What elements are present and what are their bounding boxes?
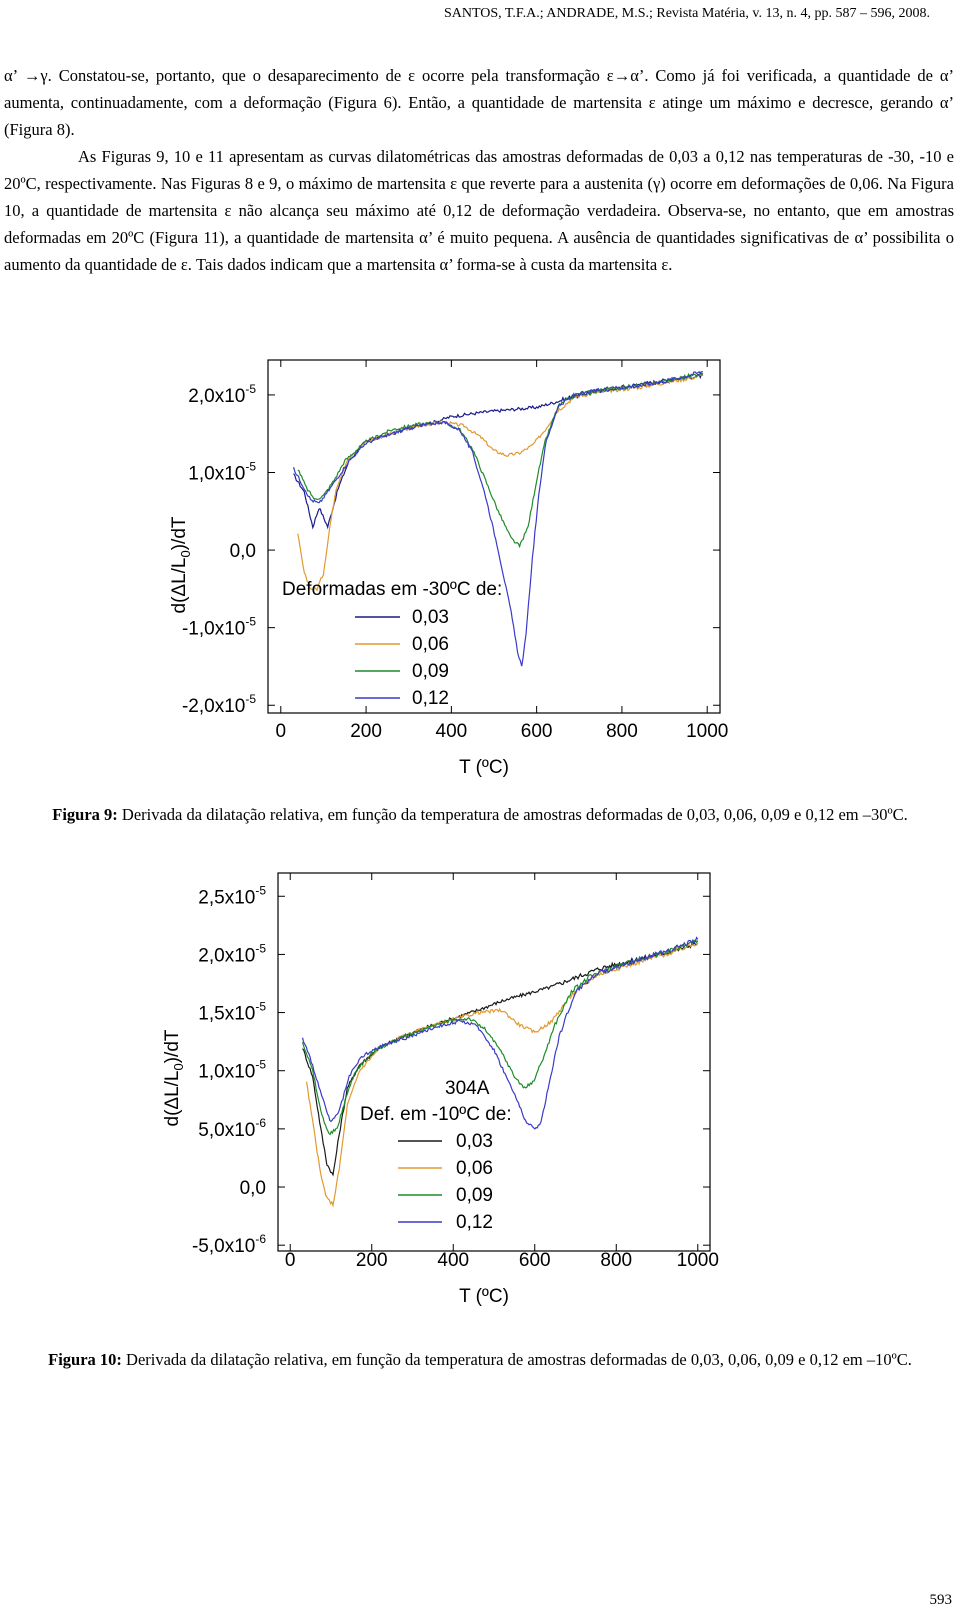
x-tick-label: 600 [518,1250,551,1271]
paragraph-1: α’ →γ. Constatou-se, portanto, que o desaparecimento de ε ocorre pela transformação ε→α’. Como já foi verificada, a quantidade de α’ aumenta, continuadamente, com a deformação (Figura 6). Então, a quantidade de martensita ε atinge um máximo e decresce, gerando α’ (Figura 8). [4,66,954,139]
y-tick-label: $-2,0x10^{-5}$ [181,692,256,718]
x-tick-label: 0 [275,721,287,742]
legend-label: 0,12 [412,688,449,709]
figure-10 [0,868,960,1333]
figure-10-caption-text: Derivada da dilatação relativa, em função da temperatura de amostras deformadas de 0,03, 0,06, 0,09 e 0,12 em –10ºC. [121,1350,912,1369]
series-line-0-12 [294,372,703,666]
legend-label: 0,06 [456,1158,493,1179]
y-tick-label: $2,0x10^{-5}$ [188,381,256,407]
figure-9-caption [10,803,950,827]
series-line-0-12 [303,938,698,1129]
series-line-0-09 [298,373,703,547]
series-line-0-06 [307,943,698,1206]
legend-label: 0,12 [456,1212,493,1233]
figure-9-caption-text: Derivada da dilatação relativa, em função da temperatura de amostras deformadas de 0,03, 0,06, 0,09 e 0,12 em –30ºC. [117,805,908,824]
x-tick-label: 1000 [686,721,729,742]
y-tick-label: $2,5x10^{-5}$ [198,883,266,909]
x-axis-label: T (ºC) [459,1286,509,1307]
x-tick-label: 1000 [676,1250,719,1271]
plot-frame [268,360,720,713]
y-tick-label: 0,0 [229,541,256,563]
legend-title: Deformadas em -30ºC de: [282,579,503,600]
body-text [4,62,954,278]
y-tick-label: $1,5x10^{-5}$ [198,999,266,1025]
series-line-0-06 [298,375,703,590]
y-axis-label: $d(\Delta L/L_0)/dT$ [162,1029,186,1127]
y-tick-label: $-1,0x10^{-5}$ [181,614,256,640]
figure-10-caption [10,1348,950,1372]
page-number: 593 [929,1592,952,1608]
legend-label: 0,09 [412,661,449,682]
legend-label: 0,06 [412,634,449,655]
x-tick-label: 600 [520,721,553,742]
y-tick-label: 0,0 [239,1178,266,1200]
y-tick-label: $1,0x10^{-5}$ [198,1057,266,1083]
legend-label: 0,03 [412,607,449,628]
y-tick-label: $5,0x10^{-6}$ [198,1115,266,1141]
figure-9-chart [0,355,960,795]
running-header: SANTOS, T.F.A.; ANDRADE, M.S.; Revista Matéria, v. 13, n. 4, pp. 587 – 596, 2008. [443,6,930,21]
x-tick-label: 800 [600,1250,633,1271]
x-tick-label: 400 [435,721,468,742]
x-tick-label: 400 [437,1250,470,1271]
paragraph-2: As Figuras 9, 10 e 11 apresentam as curvas dilatométricas das amostras deformadas de 0,03 a 0,12 nas temperaturas de -30, -10 e 20ºC, respectivamente. Nas Figuras 8 e 9, o máximo de martensita ε que reverte para a austenita (γ) ocorre em deformações de 0,06. Na Figura 10, a quantidade de martensita ε não alcança seu máximo até 0,12 de deformação verdadeira. Observa-se, no entanto, que em amostras deformadas em 20ºC (Figura 11), a quantidade de martensita α’ é muito pequena. A ausência de quantidades significativas de α’ possibilita o aumento da quantidade de ε. Tais dados indicam que a martensita α’ forma-se à custa da martensita ε. [4,147,954,274]
figure-9 [0,355,960,800]
figure-9-caption-label: Figura 9: [52,805,118,824]
x-tick-label: 200 [350,721,382,742]
plot-frame [278,873,710,1251]
chart-title: 304A [445,1078,490,1099]
figure-10-caption-label: Figura 10: [48,1350,122,1369]
legend-label: 0,09 [456,1185,493,1206]
x-tick-label: 800 [606,721,638,742]
series-line-0-03 [294,374,703,528]
x-tick-label: 200 [355,1250,388,1271]
x-axis-label: T (ºC) [459,757,509,778]
figure-10-chart [0,868,960,1328]
y-tick-label: $1,0x10^{-5}$ [188,459,256,485]
y-tick-label: $-5,0x10^{-6}$ [191,1232,266,1258]
legend-title: Def. em -10ºC de: [360,1104,512,1125]
y-tick-label: $2,0x10^{-5}$ [198,941,266,967]
x-tick-label: 0 [284,1250,296,1271]
legend-label: 0,03 [456,1131,493,1152]
y-axis-label: $d(\Delta L/L_0)/dT$ [169,516,193,614]
series-line-0-03 [303,942,698,1175]
